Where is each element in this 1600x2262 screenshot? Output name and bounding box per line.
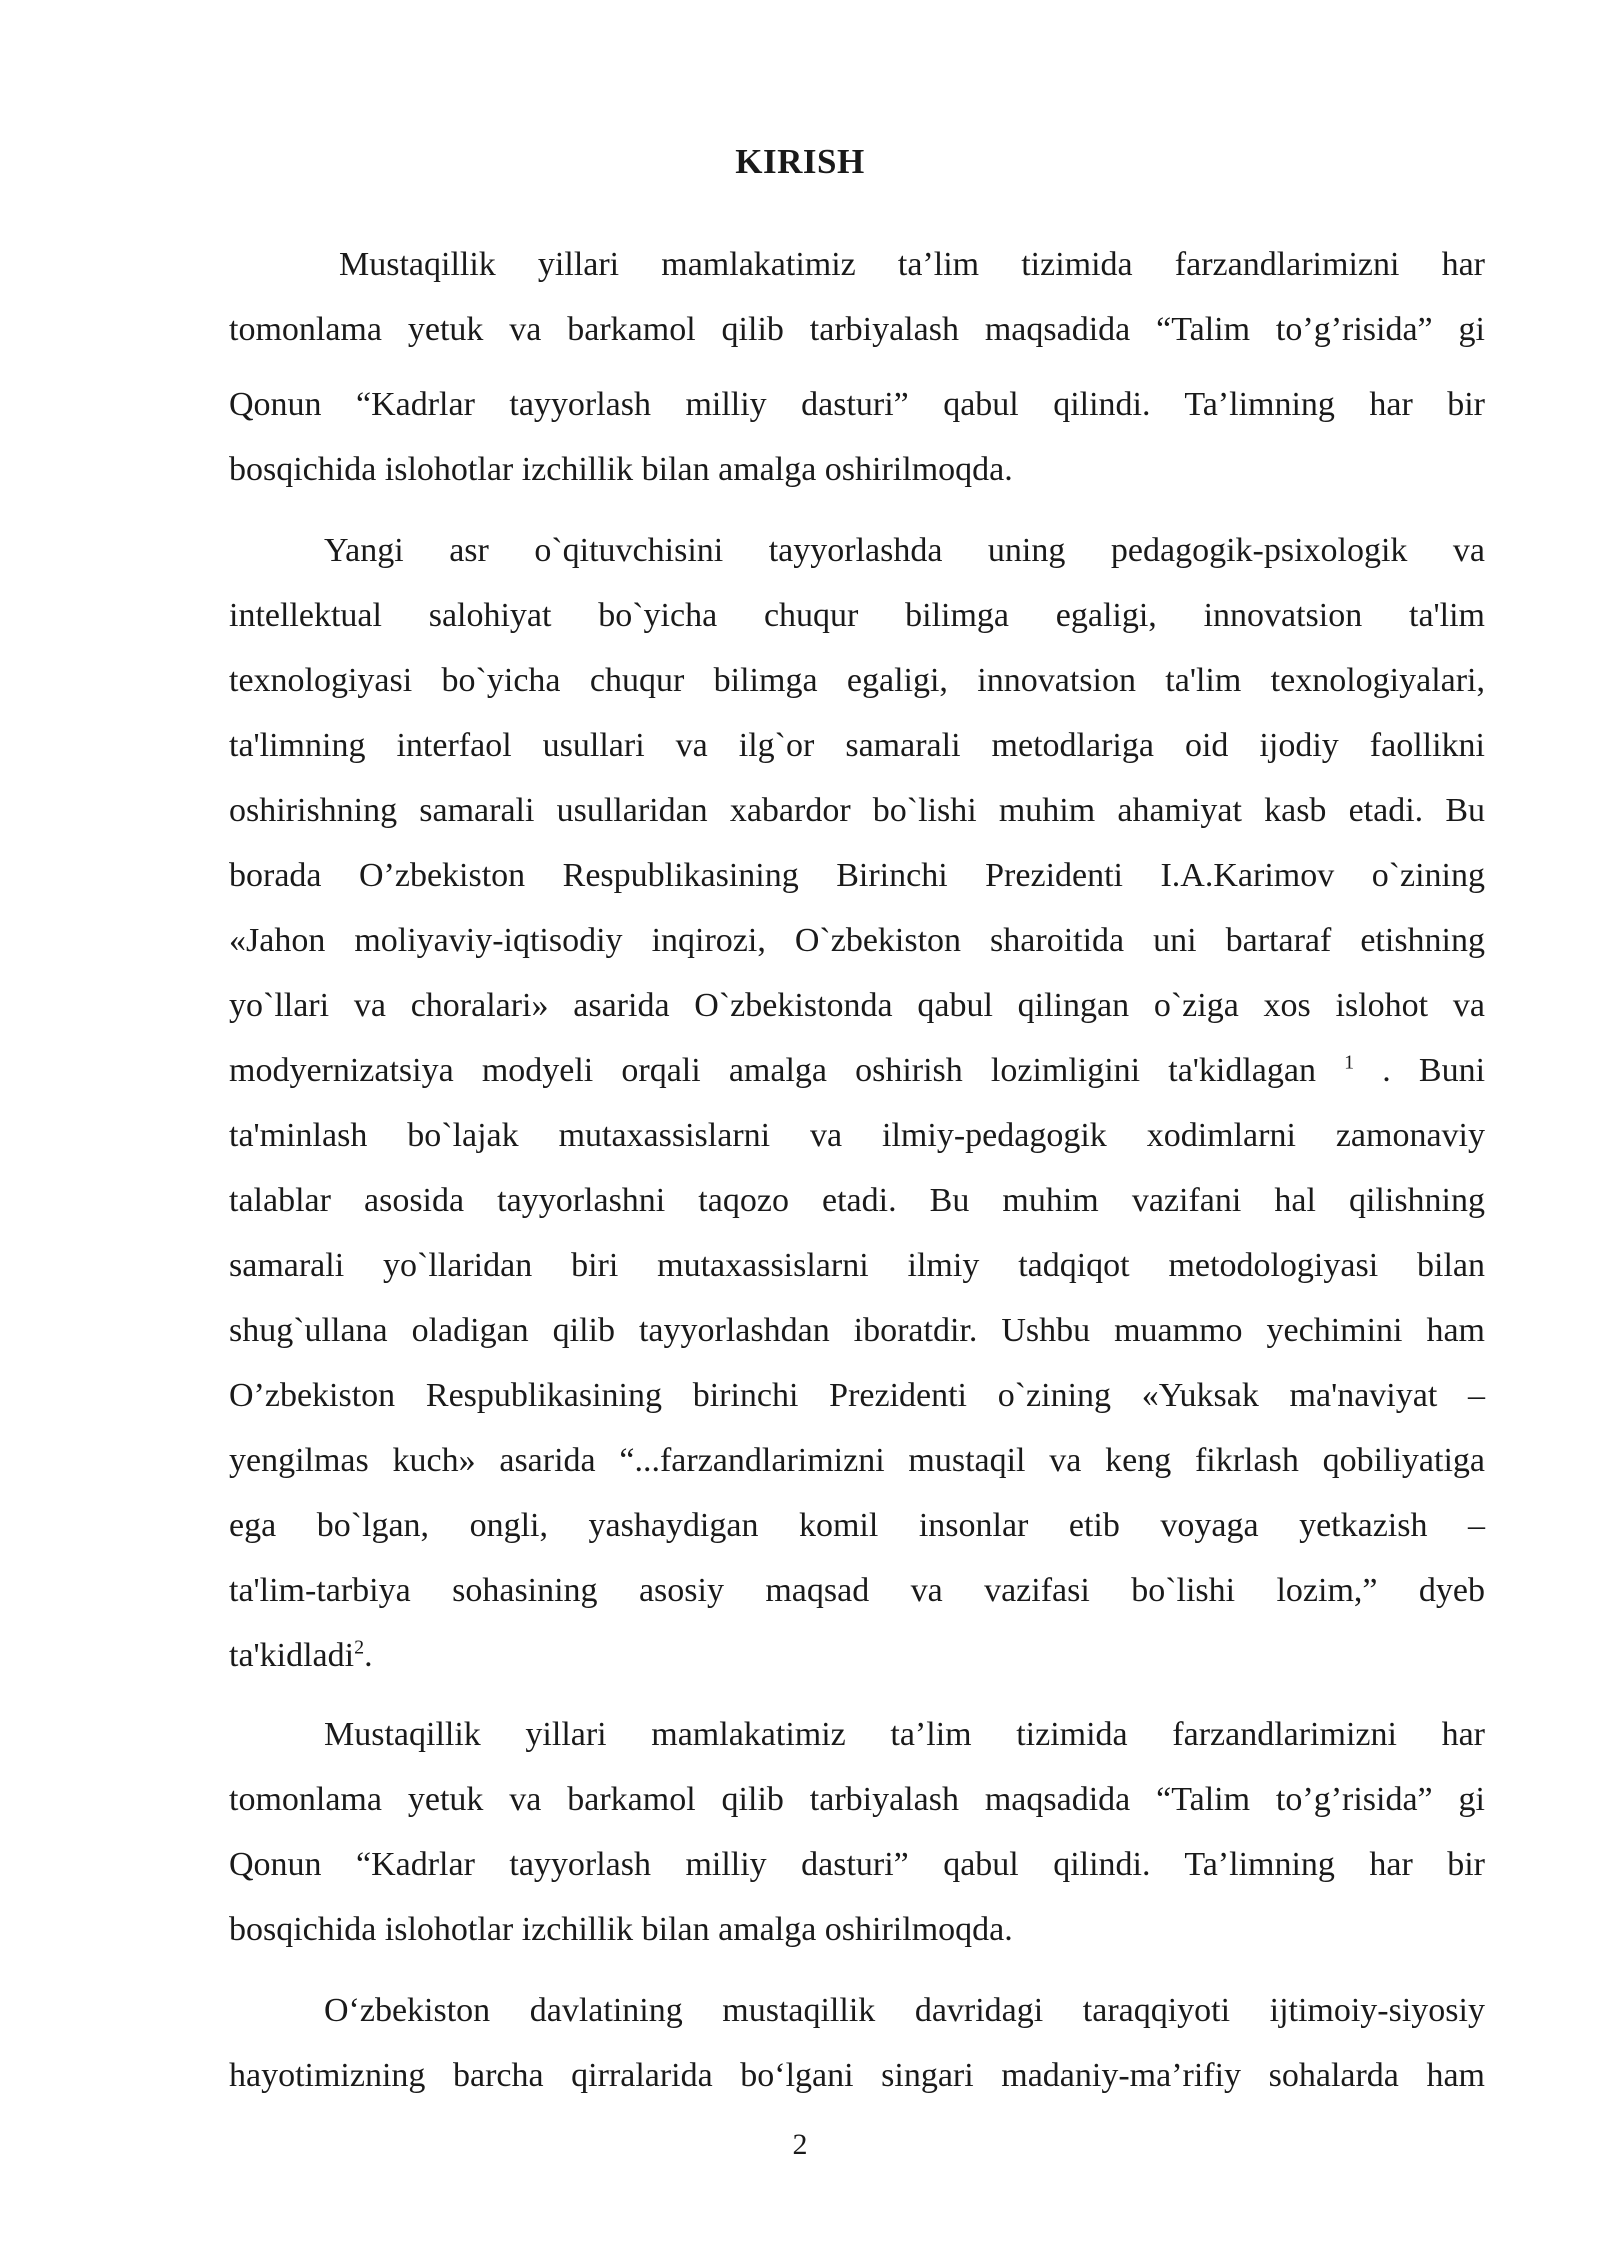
text-segment: modyernizatsiya modyeli orqali amalga oshirish lozimligini ta'kidlagan	[229, 1052, 1316, 1089]
text-line: tomonlama yetuk va barkamol qilib tarbiyalash maqsadida “Talim to’g’risida” gi	[229, 1781, 1485, 1818]
text-segment: . Buni	[1382, 1052, 1486, 1089]
text-line: ega bo`lgan, ongli, yashaydigan komil insonlar etib voyaga yetkazish –	[229, 1507, 1485, 1544]
text-line: O‘zbekiston davlatining mustaqillik davridagi taraqqiyoti ijtimoiy-siyosiy	[324, 1992, 1485, 2029]
paragraph-1	[229, 232, 1485, 502]
text-line-with-footnote	[229, 1623, 1485, 1688]
section-title: KIRISH	[735, 142, 865, 181]
text-line: O’zbekiston Respublikasining birinchi Prezidenti o`zining «Yuksak ma'naviyat –	[229, 1377, 1485, 1414]
text-line: oshirishning samarali usullaridan xabardor bo`lishi muhim ahamiyat kasb etadi. Bu	[229, 792, 1485, 829]
text-line: Mustaqillik yillari mamlakatimiz ta’lim tizimida farzandlarimizni har	[324, 1716, 1485, 1753]
text-line: Yangi asr o`qituvchisini tayyorlashda uning pedagogik-psixologik va	[324, 532, 1485, 569]
text-line: ta'minlash bo`lajak mutaxassislarni va ilmiy-pedagogik xodimlarni zamonaviy	[229, 1117, 1485, 1154]
paragraph-2	[229, 518, 1485, 1688]
footnote-ref: 2	[354, 1636, 365, 1659]
text-line: yo`llari va choralari» asarida O`zbekistonda qabul qilingan o`ziga xos islohot va	[229, 987, 1485, 1024]
text-line: bosqichida islohotlar izchillik bilan amalga oshirilmoqda.	[229, 1911, 1013, 1948]
text-segment: .	[364, 1637, 373, 1674]
text-line: Qonun “Kadrlar tayyorlash milliy dasturi” qabul qilindi. Ta’limning har bir	[229, 1846, 1485, 1883]
paragraph-3	[229, 1702, 1485, 1962]
text-line: «Jahon moliyaviy-iqtisodiy inqirozi, O`zbekiston sharoitida uni bartaraf etishning	[229, 922, 1485, 959]
text-line: samarali yo`llaridan biri mutaxassislarni ilmiy tadqiqot metodologiyasi bilan	[229, 1247, 1485, 1284]
text-line: shug`ullana oladigan qilib tayyorlashdan iboratdir. Ushbu muammo yechimini ham	[229, 1312, 1485, 1349]
text-line: yengilmas kuch» asarida “...farzandlarimizni mustaqil va keng fikrlash qobiliyatiga	[229, 1442, 1485, 1479]
footnote-ref: 1	[1344, 1051, 1355, 1074]
page-number: 2	[792, 2128, 808, 2161]
text-line: hayotimizning barcha qirralarida bo‘lgani singari madaniy-ma’rifiy sohalarda ham	[229, 2057, 1485, 2094]
text-line: Qonun “Kadrlar tayyorlash milliy dasturi” qabul qilindi. Ta’limning har bir	[229, 386, 1485, 423]
text-line: tomonlama yetuk va barkamol qilib tarbiyalash maqsadida “Talim to’g’risida” gi	[229, 311, 1485, 348]
text-line: Mustaqillik yillari mamlakatimiz ta’lim tizimida farzandlarimizni har	[339, 246, 1485, 283]
text-line-with-footnote	[229, 1038, 1485, 1103]
paragraph-4	[229, 1978, 1485, 2108]
text-line: intellektual salohiyat bo`yicha chuqur bilimga egaligi, innovatsion ta'lim	[229, 597, 1485, 634]
text-segment: ta'kidladi	[229, 1637, 355, 1674]
text-line: borada O’zbekiston Respublikasining Birinchi Prezidenti I.A.Karimov o`zining	[229, 857, 1485, 894]
text-line: ta'lim-tarbiya sohasining asosiy maqsad va vazifasi bo`lishi lozim,” dyeb	[229, 1572, 1485, 1609]
text-line: talablar asosida tayyorlashni taqozo etadi. Bu muhim vazifani hal qilishning	[229, 1182, 1485, 1219]
text-line: ta'limning interfaol usullari va ilg`or samarali metodlariga oid ijodiy faollikni	[229, 727, 1485, 764]
text-line: texnologiyasi bo`yicha chuqur bilimga egaligi, innovatsion ta'lim texnologiyalari,	[229, 662, 1485, 699]
text-line: bosqichida islohotlar izchillik bilan amalga oshirilmoqda.	[229, 451, 1013, 488]
